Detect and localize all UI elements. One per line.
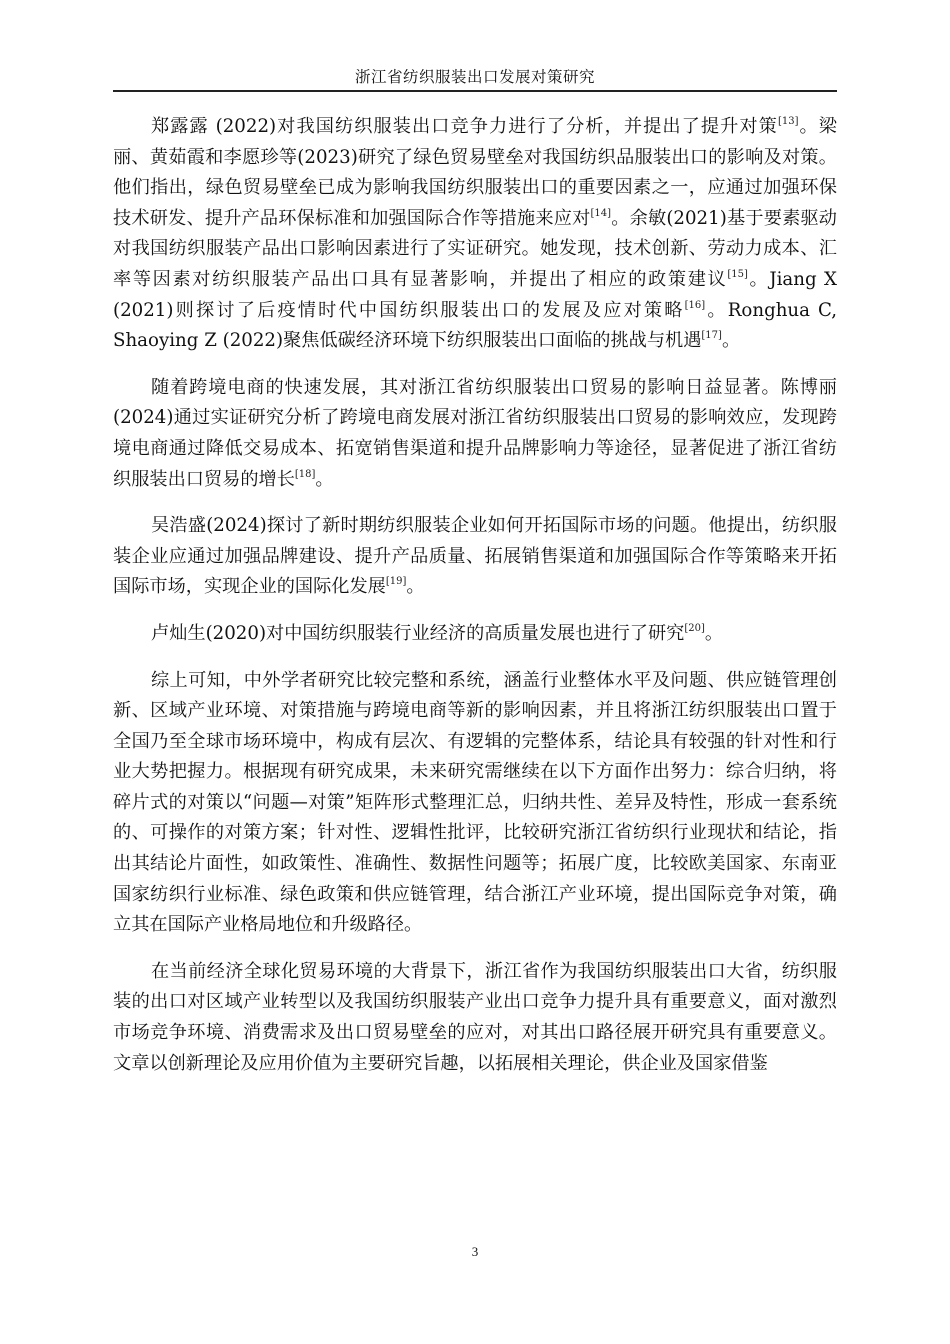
citation-ref: [14] — [590, 207, 612, 219]
body-text — [113, 112, 837, 1095]
citation-ref: [15] — [727, 268, 748, 280]
paragraph-6 — [113, 957, 837, 1079]
page-number: 3 — [471, 1244, 479, 1259]
paragraph-text: 。 — [315, 468, 334, 490]
paragraph-text: 吴浩盛(2024)探讨了新时期纺织服装企业如何开拓国际市场的问题。他提出，纺织服装企业应通过加强品牌建设、提升产品质量、拓展销售渠道和加强国际合作等策略来开拓国际市场，实现企业的国际化发展 — [113, 515, 837, 598]
paragraph-5 — [113, 666, 837, 941]
paragraph-2 — [113, 373, 837, 495]
paragraph-text: 在当前经济全球化贸易环境的大背景下，浙江省作为我国纺织服装出口大省，纺织服装的出口对区域产业转型以及我国纺织服装产业出口竞争力提升具有重要意义，面对激烈市场竞争环境、消费需求及出口贸易壁垒的应对，对其出口路径展开研究具有重要意义。文章以创新理论及应用价值为主要研究旨趣，以拓展相关理论，供企业及国家借鉴 — [113, 960, 837, 1074]
paragraph-text: 。 — [406, 576, 425, 598]
citation-ref: [17] — [701, 330, 722, 342]
paragraph-text: 郑露露 (2022)对我国纺织服装出口竞争力进行了分析，并提出了提升对策 — [151, 116, 778, 137]
paragraph-3 — [113, 511, 837, 603]
paragraph-text: 综上可知，中外学者研究比较完整和系统，涵盖行业整体水平及问题、供应链管理创新、区域产业环境、对策措施与跨境电商等新的影响因素，并且将浙江纺织服装出口置于全国乃至全球市场环境中，构成有层次、有逻辑的完整体系，结论具有较强的针对性和行业大势把握力。根据现有研究成果，未来研究需继续在以下方面作出努力：综合归纳，将碎片式的对策以“问题—对策”矩阵形式整理汇总，归纳共性、差异及特性，形成一套系统的、可操作的对策方案；针对性、逻辑性批评，比较研究浙江省纺织行业现状和结论，指出其结论片面性，如政策性、准确性、数据性问题等；拓展广度，比较欧美国家、东南亚国家纺织行业标准、绿色政策和供应链管理，结合浙江产业环境，提出国际竞争对策，确立其在国际产业格局地位和升级路径。 — [113, 669, 837, 936]
citation-ref: [16] — [684, 299, 706, 311]
paragraph-text: 。Ronghua C, Shaoying Z (2022)聚焦低碳经济环境下纺织服装出口面临的挑战与机遇 — [113, 299, 837, 352]
paragraph-text: 。 — [721, 330, 741, 352]
paragraph-text: 随着跨境电商的快速发展，其对浙江省纺织服装出口贸易的影响日益显著。陈博丽(2024)通过实证研究分析了跨境电商发展对浙江省纺织服装出口贸易的影响效应，发现跨境电商通过降低交易成本、拓宽销售渠道和提升品牌影响力等途径，显著促进了浙江省纺织服装出口贸易的增长 — [113, 376, 837, 490]
running-header — [113, 64, 837, 92]
citation-ref: [19] — [385, 576, 407, 588]
citation-ref: [13] — [777, 116, 799, 127]
paragraph-text: 。余敏(2021)基于要素驱动对我国纺织服装产品出口影响因素进行了实证研究。她发现，技术创新、劳动力成本、汇率等因素对纺织服装产品出口具有显著影响，并提出了相应的政策建议 — [113, 207, 837, 290]
running-header-title: 浙江省纺织服装出口发展对策研究 — [354, 68, 595, 86]
paragraph-1 — [113, 112, 837, 357]
paragraph-text: 。 — [704, 622, 724, 644]
paragraph-text: 。梁丽、黄茹霞和李愿珍等(2023)研究了绿色贸易壁垒对我国纺织品服装出口的影响及对策。他们指出，绿色贸易壁垒已成为影响我国纺织服装出口的重要因素之一，应通过加强环保技术研发、提升产品环保标准和加强国际合作等措施来应对 — [113, 116, 837, 229]
paragraph-text: 卢灿生(2020)对中国纺织服装行业经济的高质量发展也进行了研究 — [151, 622, 685, 644]
citation-ref: [18] — [294, 468, 316, 480]
paragraph-text: 。Jiang X (2021)则探讨了后疫情时代中国纺织服装出口的发展及应对策略 — [113, 268, 837, 321]
citation-ref: [20] — [684, 622, 705, 634]
paragraph-4 — [113, 619, 837, 650]
